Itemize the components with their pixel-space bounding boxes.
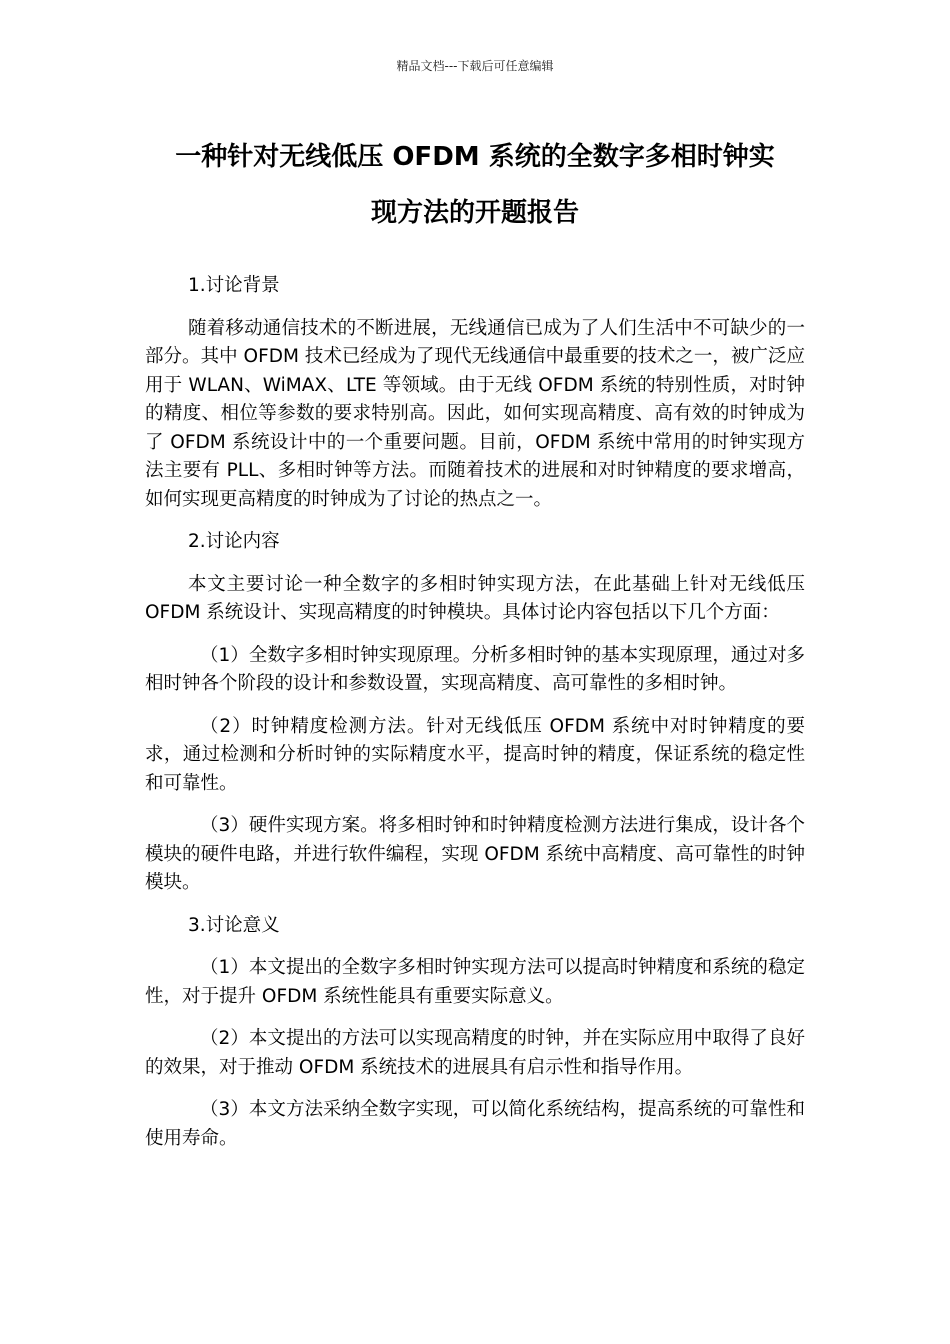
significance-item-3: （3）本文方法采纳全数字实现，可以简化系统结构，提高系统的可靠性和使用寿命。 xyxy=(145,1099,805,1149)
page-header: 精品文档---下载后可任意编辑 xyxy=(396,59,554,73)
document-title-line-1: 一种针对无线低压 OFDM 系统的全数字多相时钟实 xyxy=(175,142,775,172)
significance-item-1: （1）本文提出的全数字多相时钟实现方法可以提高时钟精度和系统的稳定性，对于提升 OFDM 系统性能具有重要实际意义。 xyxy=(145,957,805,1007)
document-title-line-2: 现方法的开题报告 xyxy=(370,198,579,228)
content-item-3: （3）硬件实现方案。将多相时钟和时钟精度检测方法进行集成，设计各个模块的硬件电路，并进行软件编程，实现 OFDM 系统中高精度、高可靠性的时钟模块。 xyxy=(145,815,805,893)
section-heading-background: 1.讨论背景 xyxy=(188,275,280,296)
content-item-1: （1）全数字多相时钟实现原理。分析多相时钟的基本实现原理，通过对多相时钟各个阶段的设计和参数设置，实现高精度、高可靠性的多相时钟。 xyxy=(145,644,805,694)
paragraph-background: 随着移动通信技术的不断进展，无线通信已成为了人们生活中不可缺少的一部分。其中 OFDM 技术已经成为了现代无线通信中最重要的技术之一，被广泛应用于 WLAN、WiMAX、LTE 等领域。由于无线 OFDM 系统的特别性质，对时钟的精度、相位等参数的要求特别高。因此，如何实现高精度、高有效的时钟成为了 OFDM 系统设计中的一个重要问题。目前，OFDM 系统中常用的时钟实现方法主要有 PLL、多相时钟等方法。而随着技术的进展和对时钟精度的要求增高，如何实现更高精度的时钟成为了讨论的热点之一。 xyxy=(145,317,805,510)
document-body xyxy=(145,272,805,1167)
section-heading-content: 2.讨论内容 xyxy=(188,531,280,552)
section-heading-significance: 3.讨论意义 xyxy=(188,914,280,936)
content-item-2: （2）时钟精度检测方法。针对无线低压 OFDM 系统中对时钟精度的要求，通过检测和分析时钟的实际精度水平，提高时钟的精度，保证系统的稳定性和可靠性。 xyxy=(145,715,805,794)
paragraph-content-intro: 本文主要讨论一种全数字的多相时钟实现方法，在此基础上针对无线低压 OFDM 系统设计、实现高精度的时钟模块。具体讨论内容包括以下几个方面： xyxy=(145,573,805,623)
significance-item-2: （2）本文提出的方法可以实现高精度的时钟，并在实际应用中取得了良好的效果，对于推动 OFDM 系统技术的进展具有启示性和指导作用。 xyxy=(145,1028,805,1078)
